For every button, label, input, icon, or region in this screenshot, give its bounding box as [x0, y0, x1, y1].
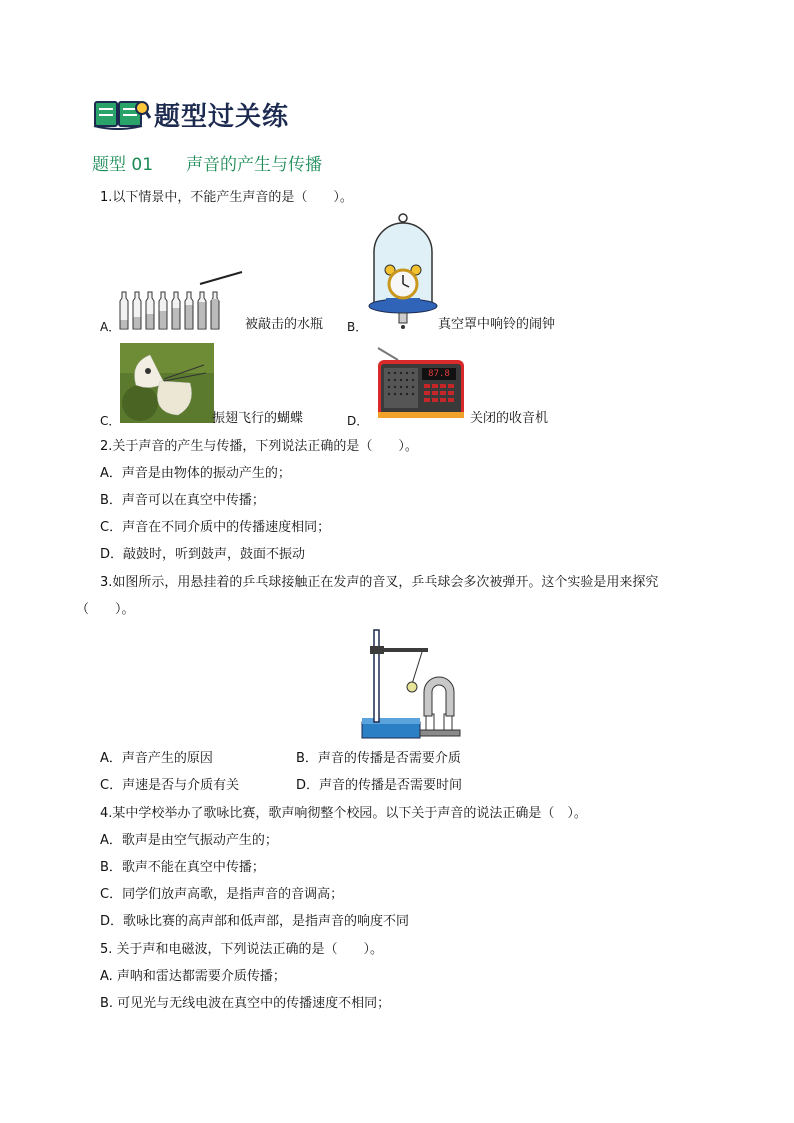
q4-option-d: D．歌咏比赛的高声部和低声部，是指声音的响度不同	[100, 914, 410, 929]
q4-option-c: C．同学们放声高歌，是指声音的音调高；	[100, 887, 344, 902]
q2-option-c: C．声音在不同介质中的传播速度相同；	[100, 520, 331, 535]
q5-option-a: A. 声呐和雷达都需要介质传播；	[100, 969, 286, 984]
q3-stem-line1: 3.如图所示，用悬挂着的乒乓球接触正在发声的音叉，乒乓球会多次被弹开。这个实验是用来探究	[100, 575, 659, 590]
q4-option-b: B．歌声不能在真空中传播；	[100, 860, 265, 875]
vacuum-bell-jar-image	[366, 212, 440, 332]
q3-option-d: D．声音的传播是否需要时间	[296, 778, 463, 793]
q4-stem: 4.某中学校举办了歌咏比赛，歌声响彻整个校园。以下关于声音的说法正确是（ ）。	[100, 806, 587, 821]
radio-display: 87.8	[428, 369, 450, 379]
q3-option-c: C．声速是否与介质有关	[100, 778, 240, 793]
q1-stem: 1.以下情景中，不能产生声音的是（ ）。	[100, 190, 353, 205]
q2-option-d: D．敲鼓时，听到鼓声，鼓面不振动	[100, 547, 306, 562]
q4-option-a: A．歌声是由空气振动产生的；	[100, 833, 278, 848]
section-number: 题型 01	[92, 155, 154, 175]
q3-option-a: A．声音产生的原因	[100, 751, 213, 766]
q1-option-c-text: 振翅飞行的蝴蝶	[212, 411, 304, 426]
butterfly-image	[120, 343, 214, 423]
q3-stem-line2: （ ）。	[76, 602, 135, 617]
q1-option-c-label: C．	[100, 414, 121, 428]
header-book-icon	[92, 96, 152, 132]
q5-stem: 5. 关于声和电磁波，下列说法正确的是（ ）。	[100, 942, 384, 957]
q1-option-a-text: 被敲击的水瓶	[245, 317, 324, 332]
page-title: 题型过关练	[154, 102, 290, 132]
q1-option-d-text: 关闭的收音机	[470, 411, 549, 426]
q1-option-b-label: B．	[347, 320, 368, 334]
q3-option-b: B．声音的传播是否需要介质	[296, 751, 461, 766]
q2-option-a: A．声音是由物体的振动产生的；	[100, 466, 291, 481]
q1-option-b-text: 真空罩中响铃的闹钟	[438, 317, 556, 332]
radio-image	[374, 346, 466, 422]
q1-option-d-label: D．	[347, 414, 369, 428]
water-bottles-image	[118, 268, 244, 332]
q5-option-b: B. 可见光与无线电波在真空中的传播速度不相同；	[100, 996, 391, 1011]
q1-option-a-label: A．	[100, 320, 121, 334]
q2-stem: 2.关于声音的产生与传播，下列说法正确的是（ ）。	[100, 439, 418, 454]
tuning-fork-experiment-image	[360, 626, 464, 742]
section-name: 声音的产生与传播	[186, 155, 322, 175]
q2-option-b: B．声音可以在真空中传播；	[100, 493, 265, 508]
